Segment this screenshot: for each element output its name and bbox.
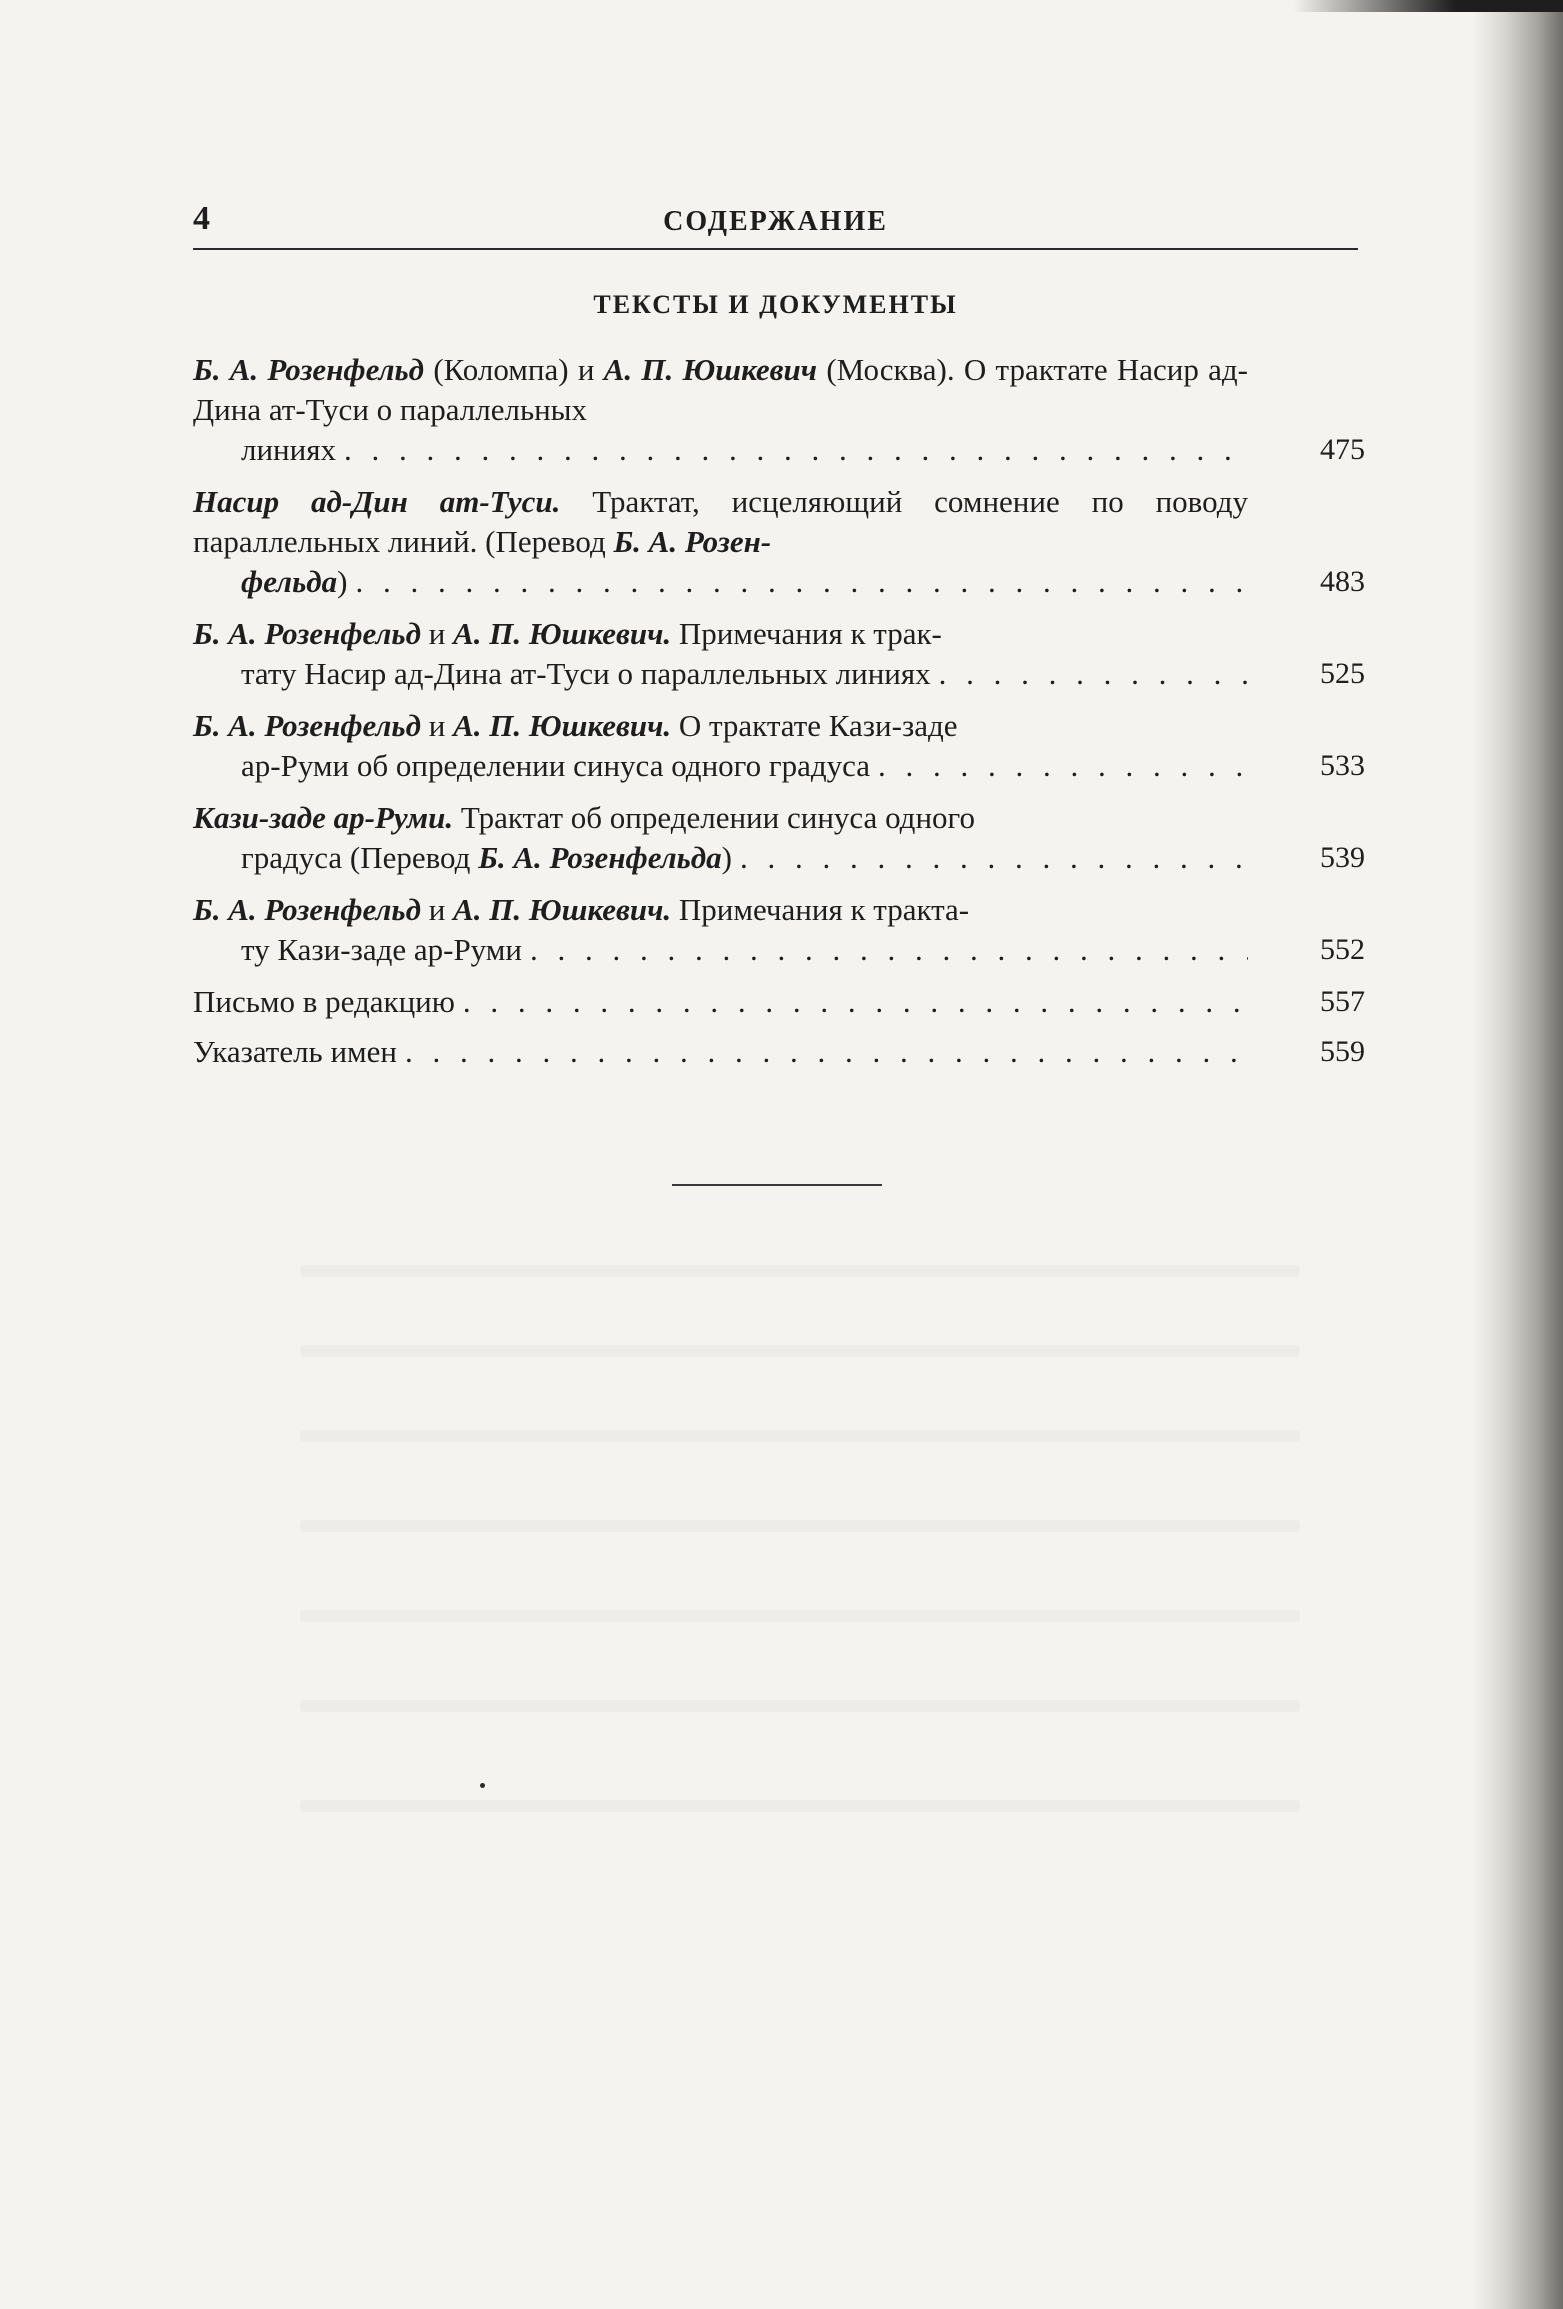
toc-entry — [193, 890, 1365, 970]
entry-title: Указатель имен — [193, 1034, 397, 1069]
entry-author: Б. А. Розенфельд — [193, 352, 425, 387]
entry-translator-end: фельда — [241, 564, 338, 599]
entry-last-line — [193, 562, 1248, 602]
entry-coauthor: А. П. Юшкевич — [603, 352, 818, 387]
leader-dots — [355, 562, 1248, 602]
show-through-text — [300, 1700, 1300, 1712]
entry-page-number: 525 — [1320, 657, 1365, 690]
show-through-text — [300, 1345, 1300, 1357]
entry-title-part: и — [420, 708, 454, 743]
entry-paren: ) — [337, 564, 348, 599]
entry-author: Б. А. Розенфельд — [193, 892, 421, 927]
entry-page-number: 539 — [1320, 841, 1365, 874]
entry-title: Примечания к трак- — [671, 616, 942, 651]
entry-text — [193, 482, 1248, 562]
entry-last-line — [193, 838, 1248, 878]
show-through-text — [300, 1520, 1300, 1532]
entry-coauthor: А. П. Юшкевич. — [453, 708, 672, 743]
toc-entry — [193, 482, 1365, 602]
entry-text — [193, 614, 1248, 654]
entry-title-part: и — [420, 892, 454, 927]
entry-last-line — [193, 654, 1248, 694]
leader-dots — [344, 430, 1248, 470]
entry-title-end — [241, 562, 347, 602]
leader-dots — [463, 982, 1248, 1022]
entry-text — [193, 890, 1248, 930]
toc-entry — [193, 350, 1365, 470]
leader-dots — [939, 654, 1248, 694]
entry-page-number: 475 — [1320, 433, 1365, 466]
leader-dots — [878, 746, 1248, 786]
entry-title-end: ту Кази-заде ар-Руми — [241, 932, 522, 967]
page-edge-top-shadow — [1293, 0, 1563, 12]
entry-page-number: 552 — [1320, 933, 1365, 966]
entry-title: Примечания к тракта- — [671, 892, 970, 927]
entry-coauthor: А. П. Юшкевич. — [453, 892, 672, 927]
toc-entry — [193, 706, 1365, 786]
entry-last-line — [193, 982, 1248, 1022]
toc-entry — [193, 982, 1365, 1022]
entry-title-end: ар-Руми об определении синуса одного градуса — [241, 748, 871, 783]
show-through-text — [300, 1265, 1300, 1277]
toc-entry — [193, 1032, 1365, 1072]
entry-text — [193, 706, 1248, 746]
entry-translator: Б. А. Розенфельда — [478, 840, 722, 875]
leader-dots — [530, 930, 1248, 970]
page-number: 4 — [193, 200, 210, 237]
entry-title: (Москва). О трактате Насир ад-Дина ат-Туси о параллельных — [193, 352, 1248, 427]
entry-title-end: тату Насир ад-Дина ат-Туси о параллельных линиях — [241, 656, 931, 691]
entry-author: Б. А. Розенфельд — [193, 708, 421, 743]
entry-title: Трактат об определении синуса одного — [453, 800, 975, 835]
entry-title-part: и — [420, 616, 454, 651]
entry-text — [193, 350, 1248, 430]
entry-title-end-text: градуса (Перевод — [241, 840, 479, 875]
entry-title-end: линиях — [241, 432, 336, 467]
entry-author: Кази-заде ар-Руми. — [193, 800, 454, 835]
entry-author: Б. А. Розенфельд — [193, 616, 421, 651]
running-title: СОДЕРЖАНИЕ — [663, 206, 888, 237]
entry-coauthor: А. П. Юшкевич. — [453, 616, 672, 651]
toc-entry — [193, 614, 1365, 694]
show-through-text — [300, 1610, 1300, 1622]
entry-text — [193, 798, 1248, 838]
entry-last-line — [193, 746, 1248, 786]
entry-page-number: 559 — [1320, 1035, 1365, 1068]
entry-translator: Б. А. Розен- — [613, 524, 772, 559]
entry-last-line — [193, 1032, 1248, 1072]
leader-dots — [405, 1032, 1248, 1072]
section-divider — [672, 1184, 882, 1186]
entry-title-part: (Коломпа) и — [424, 352, 604, 387]
entry-last-line — [193, 930, 1248, 970]
leader-dots — [740, 838, 1248, 878]
entry-page-number: 557 — [1320, 985, 1365, 1018]
toc-entry — [193, 798, 1365, 878]
entry-page-number: 533 — [1320, 749, 1365, 782]
show-through-text — [300, 1800, 1300, 1812]
ink-speck — [480, 1783, 485, 1788]
page-header — [193, 198, 1358, 250]
table-of-contents — [193, 350, 1365, 1082]
entry-paren: ) — [721, 840, 732, 875]
entry-author: Насир ад-Дин ат-Туси. — [193, 484, 561, 519]
entry-page-number: 483 — [1320, 565, 1365, 598]
entry-title-end — [241, 838, 732, 878]
section-heading: ТЕКСТЫ И ДОКУМЕНТЫ — [593, 290, 958, 319]
entry-title: О трактате Кази-заде — [671, 708, 958, 743]
entry-title: Письмо в редакцию — [193, 984, 455, 1019]
entry-last-line — [193, 430, 1248, 470]
entry-title: Трактат, исцеляющий сомнение по поводу параллельных линий. (Перевод — [193, 484, 1248, 559]
page-edge-shadow — [1473, 0, 1563, 2309]
show-through-text — [300, 1430, 1300, 1442]
